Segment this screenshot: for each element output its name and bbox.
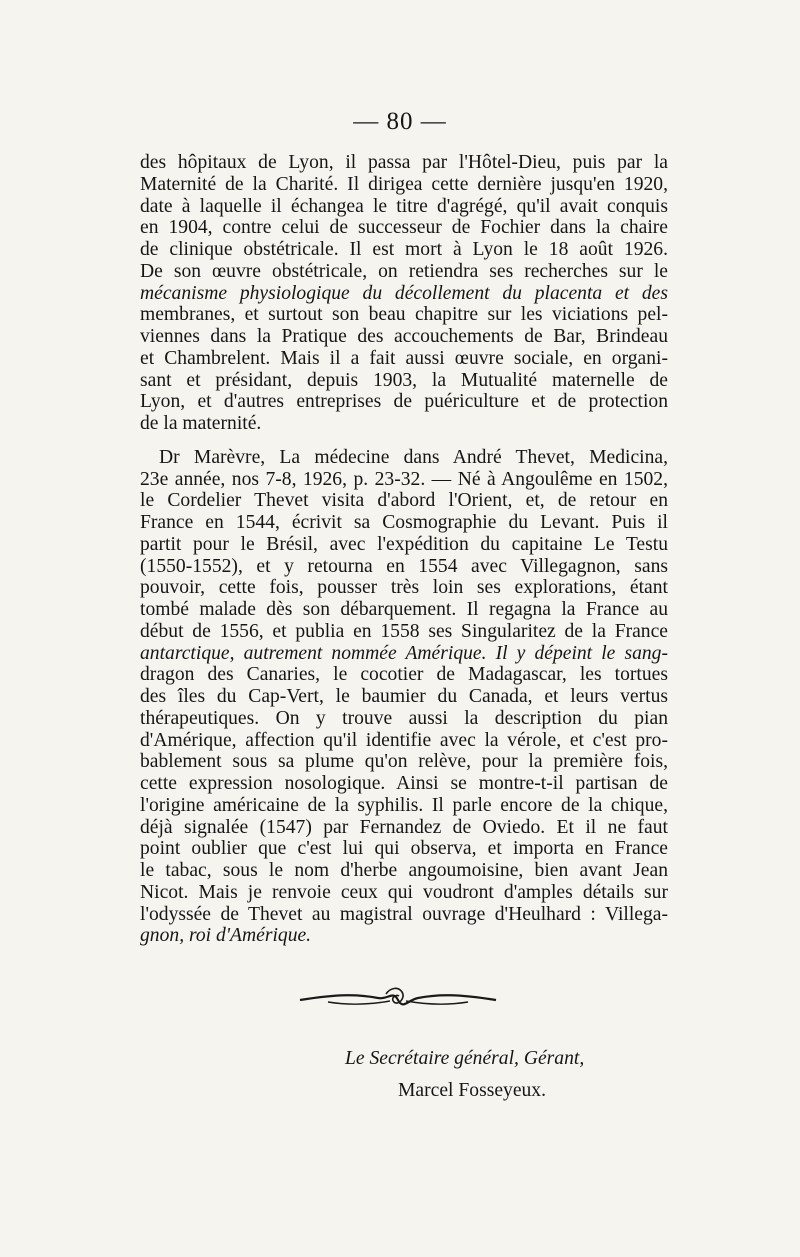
text-line: partit pour le Brésil, avec l'expédition du capitaine Le Testu (140, 533, 668, 555)
text-line: des îles du Cap-Vert, le baumier du Canada, et leurs vertus (140, 686, 668, 707)
text-line: membranes, et surtout son beau chapitre sur les viciations pel- (140, 304, 668, 326)
text-line: pouvoir, cette fois, pousser très loin ses explorations, étant (140, 577, 668, 599)
text-line: le Cordelier Thevet visita d'abord l'Orient, et, de retour en (140, 490, 668, 512)
text-line: en 1904, contre celui de successeur de Fochier dans la chaire (140, 217, 668, 239)
text-line: le tabac, sous le nom d'herbe angoumoisine, bien avant Jean (140, 860, 668, 881)
text-line: Maternité de la Charité. Il dirigea cette dernière jusqu'en 1920, (140, 173, 668, 195)
text-line: De son œuvre obstétricale, on retiendra ses recherches sur le (140, 260, 668, 282)
text-line: bablement sous sa plume qu'on relève, pour la première fois, (140, 751, 668, 773)
text-line: début de 1556, et publia en 1558 ses Singularitez de la France (140, 620, 668, 642)
text-line: sant et présidant, depuis 1903, la Mutualité maternelle de (140, 369, 668, 391)
signature-title: Le Secrétaire général, Gérant, (345, 1048, 585, 1069)
page-number: — 80 — (353, 108, 447, 135)
text-line: dragon des Canaries, le cocotier de Madagascar, les tortues (140, 664, 668, 686)
article-body (140, 152, 668, 947)
text-line: point oublier que c'est lui qui observa, et importa en France (140, 838, 668, 860)
decorative-divider (298, 980, 498, 1020)
text-line: de la maternité. (140, 413, 262, 434)
text-line: viennes dans la Pratique des accouchements de Bar, Brindeau (140, 326, 668, 347)
text-line-italic: mécanisme physiologique du décollement du placenta et des (140, 282, 668, 304)
text-line: et Chambrelent. Mais il a fait aussi œuvre sociale, en organi- (140, 347, 668, 369)
text-line: de clinique obstétricale. Il est mort à Lyon le 18 août 1926. (140, 239, 668, 260)
text-line: déjà signalée (1547) par Fernandez de Oviedo. Et il ne faut (140, 816, 668, 838)
text-line: date à laquelle il échangea le titre d'agrégé, qu'il avait conquis (140, 195, 668, 217)
text-line: l'origine américaine de la syphilis. Il parle encore de la chique, (140, 794, 668, 816)
text-line: Dr Marèvre, La médecine dans André Thevet, Medicina, (159, 446, 668, 468)
text-line: Nicot. Mais je renvoie ceux qui voudront d'amples détails sur (140, 881, 668, 903)
text-line: thérapeutiques. On y trouve aussi la description du pian (140, 707, 668, 729)
text-line-italic: antarctique, autrement nommée Amérique. Il y dépeint le sang- (140, 642, 668, 664)
text-line: cette expression nosologique. Ainsi se montre-t-il partisan de (140, 773, 668, 794)
text-line: l'odyssée de Thevet au magistral ouvrage d'Heulhard : Villega- (140, 903, 668, 925)
text-line: 23e année, nos 7-8, 1926, p. 23-32. — Né à Angoulême en 1502, (140, 468, 668, 490)
text-line: d'Amérique, affection qu'il identifie avec la vérole, et c'est pro- (140, 729, 668, 751)
text-line: Lyon, et d'autres entreprises de puériculture et de protection (140, 391, 668, 413)
signature-name: Marcel Fosseyeux. (398, 1080, 547, 1101)
text-line: France en 1544, écrivit sa Cosmographie du Levant. Puis il (140, 512, 668, 533)
text-line: tombé malade dès son débarquement. Il regagna la France au (140, 599, 668, 620)
text-line: (1550-1552), et y retourna en 1554 avec Villegagnon, sans (140, 555, 668, 577)
text-line-italic: gnon, roi d'Amérique. (140, 925, 312, 947)
text-line: des hôpitaux de Lyon, il passa par l'Hôtel-Dieu, puis par la (140, 152, 668, 173)
